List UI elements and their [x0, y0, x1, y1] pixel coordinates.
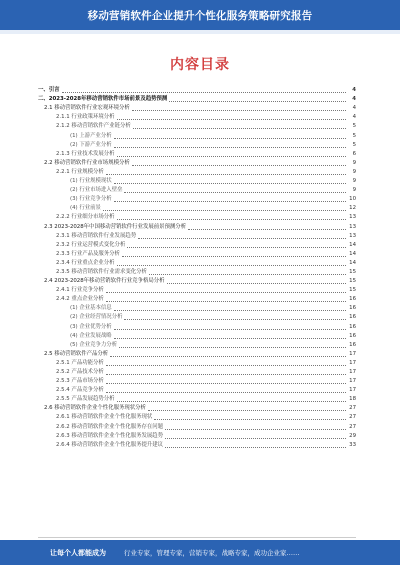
toc-entry-page: 12 [349, 205, 356, 212]
toc-leader-dots [169, 100, 346, 102]
toc-entry-page: 14 [349, 241, 356, 248]
toc-leader-dots [114, 337, 346, 339]
toc-entry[interactable] [38, 213, 356, 222]
toc-entry-text: 2.5.2 产品技术分析 [56, 369, 104, 375]
toc-entry-page: 4 [352, 87, 356, 94]
toc-entry-page: 18 [349, 396, 356, 403]
toc-entry[interactable] [38, 168, 356, 177]
toc-entry-page: 17 [349, 387, 356, 394]
toc-entry-page: 16 [349, 314, 356, 321]
toc-leader-dots [117, 400, 346, 402]
toc-leader-dots [106, 364, 346, 366]
toc-entry-text: (2) 下游产业分析 [70, 141, 112, 148]
toc-entry[interactable] [38, 232, 356, 241]
toc-heading: 内容目录 [170, 57, 230, 73]
toc-entry-text: 2.5.5 产品发展趋势分析 [56, 396, 115, 403]
toc-entry-page: 4 [352, 96, 356, 103]
toc-entry[interactable] [38, 432, 356, 441]
toc-leader-dots [110, 355, 346, 357]
toc-entry-text: 2.6 移动营销软件企业个性化服务现状分析 [44, 405, 146, 412]
toc-entry[interactable] [38, 313, 356, 322]
toc-entry[interactable] [38, 95, 356, 104]
toc-entry-page: 16 [349, 341, 356, 348]
toc-leader-dots [117, 118, 346, 120]
toc-leader-dots [122, 255, 346, 257]
footer-divider [38, 537, 356, 538]
toc-entry-text: (3) 行业竞争分析 [70, 196, 112, 203]
toc-leader-dots [106, 300, 346, 302]
toc-leader-dots [62, 91, 346, 93]
toc-leader-dots [167, 282, 346, 284]
toc-leader-dots [132, 164, 346, 166]
toc-entry-page: 16 [349, 305, 356, 312]
toc-entry-page: 9 [352, 178, 356, 185]
toc-entry[interactable] [38, 377, 356, 386]
toc-leader-dots [165, 428, 346, 430]
toc-entry[interactable] [38, 204, 356, 213]
toc-entry[interactable] [38, 277, 356, 286]
toc-entry[interactable] [38, 441, 356, 450]
toc-entry[interactable] [38, 186, 356, 195]
toc-entry[interactable] [38, 395, 356, 404]
toc-entry[interactable] [38, 268, 356, 277]
toc-entry-text: 2.5.1 产品功能分析 [56, 359, 104, 366]
toc-leader-dots [127, 246, 346, 248]
toc-leader-dots [114, 309, 346, 311]
toc-leader-dots [149, 273, 346, 275]
toc-entry[interactable] [38, 422, 356, 431]
toc-entry-page: 33 [349, 441, 356, 448]
toc-entry-page: 27 [349, 405, 356, 412]
toc-leader-dots [106, 173, 346, 175]
toc-entry-text: (1) 上游产业分析 [70, 132, 112, 139]
toc-entry[interactable] [38, 86, 356, 95]
toc-entry[interactable] [38, 131, 356, 140]
toc-entry-page: 4 [352, 114, 356, 121]
toc-leader-dots [165, 437, 346, 439]
toc-leader-dots [154, 418, 346, 420]
toc-entry-text: 2.3.5 移动营销软件行业需求变化分析 [56, 268, 147, 275]
toc-entry[interactable] [38, 368, 356, 377]
toc-entry[interactable] [38, 413, 356, 422]
toc-leader-dots [165, 446, 346, 448]
footer-tagline: 行业专家，管理专家，营销专家，战略专家，成功企业家…… [124, 549, 300, 557]
toc-entry-page: 17 [349, 369, 356, 375]
toc-entry-page: 15 [349, 268, 356, 275]
toc-entry[interactable] [38, 222, 356, 231]
toc-entry-page: 14 [349, 250, 356, 257]
toc-entry-text: 2.3.4 行业重点企业分析 [56, 259, 115, 266]
toc-entry[interactable] [38, 195, 356, 204]
toc-entry-text: 2.2.2 行业细分市场分析 [56, 214, 115, 221]
footer-slogan: 让每个人都能成为 [50, 548, 106, 557]
toc-entry[interactable] [38, 322, 356, 331]
toc-leader-dots [106, 382, 346, 384]
toc-entry-text: 2.1.3 行业技术发展分析 [56, 150, 115, 157]
toc-leader-dots [132, 109, 346, 111]
toc-leader-dots [117, 155, 346, 157]
toc-leader-dots [106, 391, 346, 393]
toc-entry-page: 13 [349, 223, 356, 230]
toc-leader-dots [138, 237, 346, 239]
toc-entry-page: 13 [349, 232, 356, 239]
toc-leader-dots [124, 318, 346, 320]
toc-entry-text: 2.1.1 行业政策环境分析 [56, 114, 115, 121]
toc-entry-page: 15 [349, 278, 356, 285]
toc-entry[interactable] [38, 104, 356, 113]
toc-entry[interactable] [38, 404, 356, 413]
toc-entry[interactable] [38, 295, 356, 304]
toc-entry[interactable] [38, 341, 356, 350]
toc-entry-page: 17 [349, 350, 356, 357]
toc-entry[interactable] [38, 304, 356, 313]
toc-entry-page: 10 [349, 196, 356, 203]
toc-leader-dots [133, 127, 346, 129]
toc-leader-dots [117, 264, 346, 266]
toc-entry-page: 27 [349, 423, 356, 430]
toc-entry-text: 一、引言 [38, 87, 60, 94]
toc-entry[interactable] [38, 113, 356, 122]
toc-leader-dots [114, 146, 346, 148]
toc-leader-dots [114, 328, 346, 330]
toc-entry-page: 5 [352, 132, 356, 139]
toc-entry-text: (3) 企业优势分析 [70, 323, 112, 330]
toc-leader-dots [106, 291, 346, 293]
toc-leader-dots [114, 200, 346, 202]
toc-entry-text: (1) 行业规模现状 [70, 178, 112, 185]
toc-leader-dots [148, 409, 346, 411]
toc-entry-page: 17 [349, 359, 356, 366]
toc-entry-page: 9 [352, 168, 356, 175]
toc-leader-dots [114, 137, 346, 139]
toc-entry-text: 2.3.2 行业运营模式变化分析 [56, 241, 126, 248]
toc-entry-text: 2.2.1 行业规模分析 [56, 168, 104, 175]
toc-entry-text: 2.4.1 行业竞争分析 [56, 287, 104, 294]
report-title: 移动营销软件企业提升个性化服务策略研究报告 [87, 9, 313, 22]
toc-entry-page: 14 [349, 259, 356, 266]
header-banner [0, 0, 400, 30]
toc-entry-page: 4 [352, 105, 356, 112]
toc-leader-dots [117, 218, 346, 220]
toc-entry-page: 16 [349, 323, 356, 330]
toc-entry-text: 2.4 2023-2028年移动营销软件行业竞争格局分析 [44, 278, 165, 285]
toc-entry-text: 2.6.1 移动营销软件企业个性化服务现状 [56, 414, 153, 421]
toc-entry-text: (4) 企业发展战略 [70, 332, 112, 339]
toc-entry-text: (1) 企业基本信息 [70, 305, 112, 312]
toc-leader-dots [124, 191, 346, 193]
toc-entry-text: 2.3.3 行业产品及服务分析 [56, 250, 120, 257]
toc-entry[interactable] [38, 350, 356, 359]
toc-entry-page: 5 [352, 141, 356, 148]
toc-entry-page: 17 [349, 378, 356, 385]
toc-entry-text: 2.1 移动营销软件行业宏观环境分析 [44, 105, 130, 112]
toc-entry[interactable] [38, 259, 356, 268]
toc-entry[interactable] [38, 122, 356, 131]
toc-entry-text: 2.6.4 移动营销软件企业个性化服务提升建议 [56, 441, 164, 448]
toc-entry-text: 2.5.4 产品竞争分析 [56, 387, 104, 394]
toc-entry-page: 5 [352, 123, 356, 130]
toc-entry-page: 16 [349, 296, 356, 303]
toc-entry[interactable] [38, 332, 356, 341]
toc-entry-text: 2.6.2 移动营销软件企业个性化服务存在问题 [56, 423, 164, 430]
toc-entry-text: 2.3.1 移动营销软件行业发展趋势 [56, 232, 137, 239]
toc-entry[interactable] [38, 241, 356, 250]
header-accent-bar [0, 30, 400, 34]
toc-leader-dots [106, 373, 346, 375]
toc-entry[interactable] [38, 141, 356, 150]
toc-entry[interactable] [38, 159, 356, 168]
toc-leader-dots [114, 182, 346, 184]
toc-entry-text: 2.2 移动营销软件行业市场规模分析 [44, 159, 130, 166]
toc-entry-page: 27 [349, 414, 356, 421]
toc-entry-text: 二、2023-2028年移动营销软件市场前景及趋势预测 [38, 96, 168, 103]
toc-entry-page: 16 [349, 332, 356, 339]
toc-entry-text: 2.4.2 重点企业分析 [56, 296, 104, 303]
toc-entry-page: 9 [352, 187, 356, 194]
toc-entry-text: (2) 企业经营情况分析 [70, 314, 123, 321]
toc-entry-text: 2.3 2023-2028年中国移动营销软件行业发展前景预测分析 [44, 223, 187, 230]
toc-entry-text: (5) 企业竞争力分析 [70, 341, 118, 348]
toc-entry-page: 6 [352, 150, 356, 157]
toc-list [38, 86, 356, 450]
toc-entry[interactable] [38, 386, 356, 395]
toc-leader-dots [119, 346, 346, 348]
toc-entry-page: 29 [349, 432, 356, 439]
toc-entry[interactable] [38, 150, 356, 159]
toc-entry-page: 13 [349, 214, 356, 221]
toc-entry-text: (2) 行业市场进入壁垒 [70, 187, 123, 194]
toc-entry[interactable] [38, 250, 356, 259]
toc-entry[interactable] [38, 177, 356, 186]
toc-leader-dots [188, 228, 346, 230]
toc-entry-page: 15 [349, 287, 356, 294]
toc-entry-text: 2.1.2 移动营销软件产业链分析 [56, 123, 131, 130]
toc-entry[interactable] [38, 286, 356, 295]
toc-entry-text: 2.6.3 移动营销软件企业个性化服务发展趋势 [56, 432, 164, 439]
toc-entry-text: 2.5 移动营销软件产品分析 [44, 350, 109, 357]
toc-entry-text: 2.5.3 产品市场分析 [56, 378, 104, 385]
toc-leader-dots [103, 209, 346, 211]
toc-entry-page: 9 [352, 159, 356, 166]
footer-banner [0, 540, 400, 565]
toc-entry-text: (4) 行业前景 [70, 205, 101, 212]
toc-entry[interactable] [38, 359, 356, 368]
